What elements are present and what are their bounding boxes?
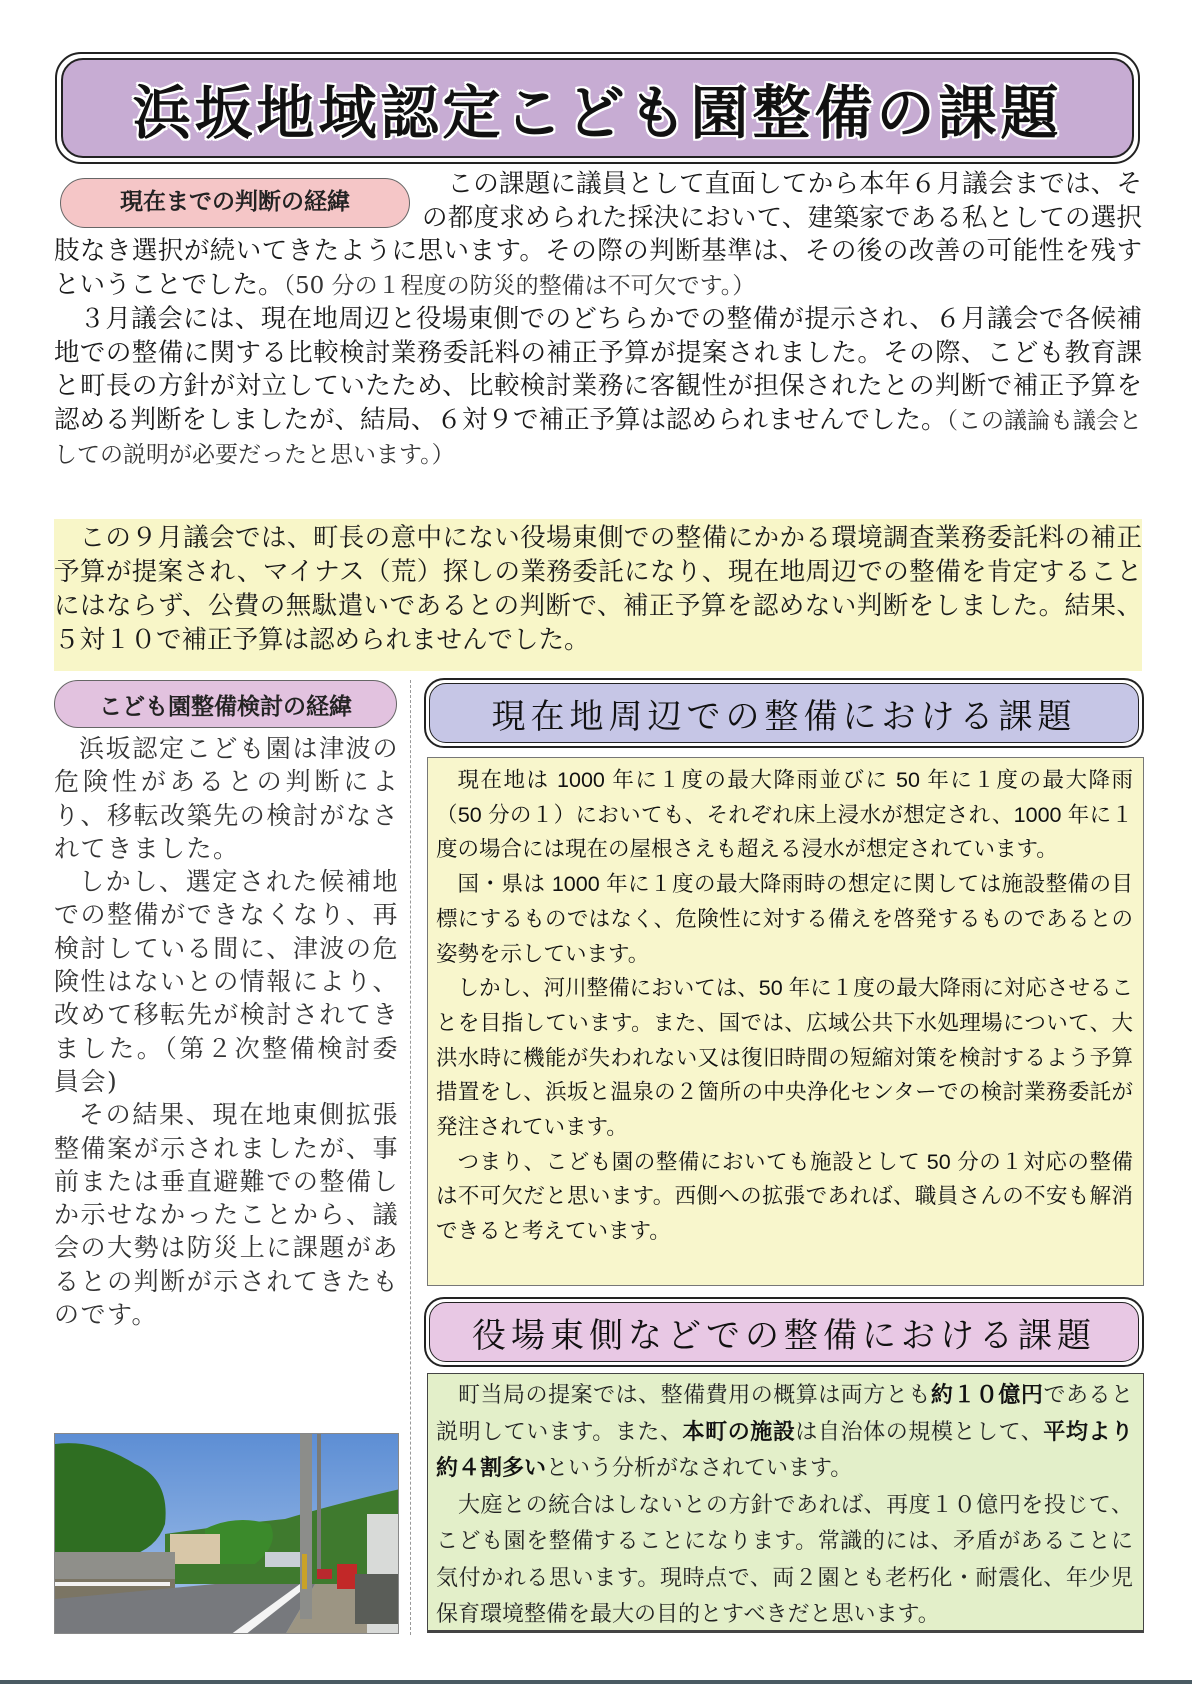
current-site-paragraph-4: つまり、こども園の整備においても施設として 50 分の１対応の整備は不可欠だと思います。西側への拡張であれば、職員さんの不安も解消できると考えています。 [436,1149,1133,1244]
left-column [54,680,399,1331]
town-hall-east-paragraph-1 [436,1378,1133,1488]
current-site-paragraph-2: 国・県は 1000 年に１度の最大降雨時の想定に関しては施設整備の目標にするものではなく、危険性に対する備えを啓発するものであるとの姿勢を示しています。 [436,872,1133,966]
current-site-paragraph-1: 現在地は 1000 年に１度の最大降雨並びに 50 年に１度の最大降雨（50 分の１）においても、それぞれ床上浸水が想定され、1000 年に１度の場合には現在の屋根さえも超える浸水が想定されています。 [436,768,1133,862]
emphasis-facilities: 本町の施設 [682,1419,796,1445]
page-title: 浜坂地域認定こども園整備の課題 [132,79,1063,147]
footer-rule [0,1680,1192,1684]
text-span: 町当局の提案では、整備費用の概算は両方とも [458,1383,931,1408]
intro-text-2: ３月議会には、現在地周辺と役場東側でのどちらかでの整備が提示され、６月議会で各候補地での整備に関する比較検討業務委託料の補正予算が提案されました。その際、こども教育課と町長の方針が対立していたため、比較検討業務に客観性が担保されたとの判断で補正予算を認める判断をしましたが、結局、６対９で補正予算は認められませんでした。 [54,304,1142,435]
town-hall-east-paragraph-2: 大庭との統合はしないとの方針であれば、再度１０億円を投じて、こども園を整備することになります。常識的には、矛盾があることに気付かれる思います。現時点で、両２園とも老朽化・耐震化、年少児保育環境整備を最大の目的とすべきだと思います。 [436,1492,1133,1627]
current-site-paragraph-3: しかし、河川整備においては、50 年に１度の最大降雨に対応させることを目指しています。また、国では、広域公共下水処理場について、大洪水時に機能が失われない又は復旧時間の短縮対策を検討するよう予算措置をし、浜坂と温泉の２箇所の中央浄化センターでの検討業務委託が発注されています。 [436,976,1133,1140]
intro-text-1: この課題に議員として直面してから本年６月議会までは、その都度求められた採決において、建築家である私としての選択肢なき選択が続いてきたように思います。その際の判断基準は、その後の改善の可能性を残すということでした。 [54,169,1142,300]
column-divider [410,680,411,1635]
street-photo [54,1433,399,1634]
left-paragraph-2: しかし、選定された候補地での整備ができなくなり、再検討している間に、津波の危険性はないとの情報により、改めて移転先が検討されてきました。（第２次整備検討委員会) [54,867,399,1096]
emphasis-cost: 約１０億円 [930,1383,1044,1408]
title-banner-inner [61,58,1134,158]
current-site-issues-box [427,757,1144,1286]
text-span: であると説明しています。また、 [436,1383,1133,1445]
section-heading-town-hall-east [424,1297,1144,1367]
intro-note-1: （50 分の１程度の防災的整備は不可欠です。） [283,272,756,299]
intro-paragraph-2 [54,303,1142,473]
left-paragraph-3: その結果、現在地東側拡張整備案が示されましたが、事前または垂直避難での整備しか示せなかったことから、議会の大勢は防災上に課題があるとの判断が示されてきたものです。 [54,1100,399,1330]
badge-kindergarten-history: こども園整備検討の経緯 [54,680,397,728]
left-body [54,732,399,1331]
highlighted-paragraph [54,519,1142,671]
section-heading-current-site-text: 現在地周辺での整備における課題 [429,683,1139,743]
section-heading-current-site [424,678,1144,748]
town-hall-east-issues-box [427,1373,1144,1633]
left-paragraph-1: 浜坂認定こども園は津波の危険性があるとの判断により、移転改築先の検討がなされてきました。 [54,734,399,863]
text-span: という分析がなされています。 [546,1456,853,1481]
emphasis-above-average: 平均より約４割多い [436,1419,1133,1481]
intro-note-2: （この議論も議会としての説明が必要だったと思います。） [54,407,1143,468]
street-scene-image [55,1434,399,1634]
highlight-text: この９月議会では、町長の意中にない役場東側での整備にかかる環境調査業務委託料の補正予算が提案され、マイナス（荒）探しの業務委託になり、現在地周辺での整備を肯定することにはならず、公費の無駄遣いであるとの判断で、補正予算を認めない判断をしました。結果、５対１０で補正予算は認められませんでした。 [54,523,1142,655]
badge-judgment-history: 現在までの判断の経緯 [60,178,410,228]
section-heading-town-hall-east-text: 役場東側などでの整備における課題 [429,1302,1139,1362]
intro-section [54,168,1142,473]
title-banner [55,52,1140,164]
text-span: は自治体の規模として、 [795,1419,1044,1445]
